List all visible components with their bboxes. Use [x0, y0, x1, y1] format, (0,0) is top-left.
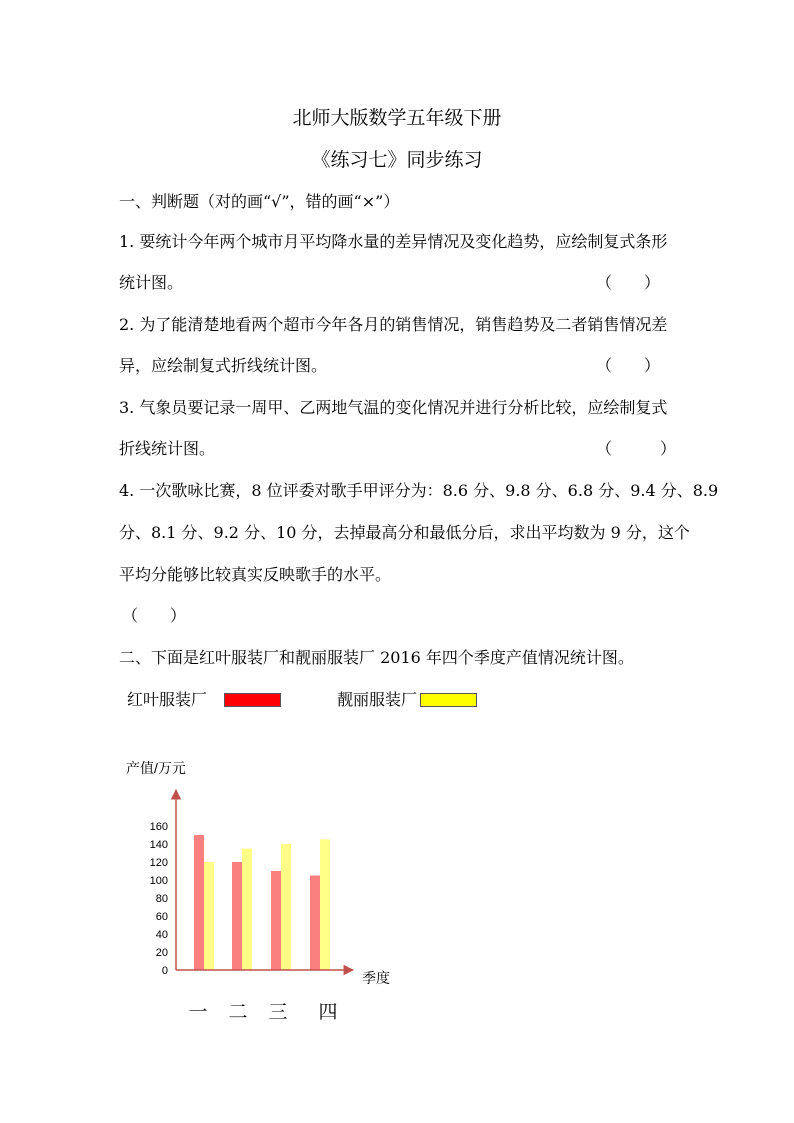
x-category-label: 三: [268, 1001, 288, 1023]
y-tick-label: 160: [149, 821, 168, 833]
page-subtitle: 《练习七》同步练习: [311, 149, 483, 171]
page-title: 北师大版数学五年级下册: [292, 107, 502, 129]
legend-label-hongye: 红叶服装厂: [127, 690, 208, 709]
bar-liangli-q4: [320, 840, 330, 971]
question-1-line-1: 1. 要统计今年两个城市月平均降水量的差异情况及变化趋势，应绘制复式条形: [119, 232, 668, 251]
section1-heading: 一、判断题（对的画“√”，错的画“×”）: [119, 192, 400, 211]
question-3-answer-blank[interactable]: （ ）: [596, 439, 677, 458]
bar-liangli-q2: [242, 849, 252, 971]
question-4-answer-blank[interactable]: （ ）: [122, 606, 187, 625]
question-3-line-1: 3. 气象员要记录一周甲、乙两地气温的变化情况并进行分析比较，应绘制复式: [119, 398, 668, 417]
y-tick-label: 20: [155, 947, 168, 959]
y-tick-label: 80: [155, 893, 168, 905]
y-tick-label: 60: [155, 911, 168, 923]
y-axis-label: 产值/万元: [126, 760, 186, 776]
bar-hongye-q3: [271, 871, 281, 970]
x-category-label: 二: [228, 1001, 248, 1023]
bar-hongye-q2: [232, 862, 242, 970]
x-axis-label: 季度: [362, 970, 390, 986]
legend-label-liangli: 靓丽服装厂: [337, 690, 418, 709]
bar-liangli-q1: [204, 862, 214, 970]
question-1-line-2: 统计图。: [119, 273, 184, 292]
question-2-line-1: 2. 为了能清楚地看两个超市今年各月的销售情况，销售趋势及二者销售情况差: [119, 315, 668, 334]
y-tick-label: 0: [161, 965, 168, 977]
bar-hongye-q4: [310, 876, 320, 971]
bar-liangli-q3: [281, 844, 291, 970]
bar-hongye-q1: [194, 835, 204, 970]
question-1-answer-blank[interactable]: （ ）: [596, 273, 661, 292]
x-category-label: 四: [318, 1001, 338, 1023]
legend-swatch-hongye: [224, 693, 281, 707]
question-4-line-1: 4. 一次歌咏比赛，8 位评委对歌手甲评分为：8.6 分、9.8 分、6.8 分、9.4 分、8.9: [119, 481, 719, 500]
question-4-line-2: 分、8.1 分、9.2 分、10 分，去掉最高分和最低分后，求出平均数为 9 分，这个: [119, 523, 690, 542]
y-tick-label: 100: [149, 875, 168, 887]
section2-heading: 二、下面是红叶服装厂和靓丽服装厂 2016 年四个季度产值情况统计图。: [119, 648, 634, 667]
y-tick-label: 140: [149, 839, 168, 851]
question-4-line-3: 平均分能够比较真实反映歌手的水平。: [119, 565, 392, 584]
y-tick-label: 40: [155, 929, 168, 941]
y-tick-label: 120: [149, 857, 168, 869]
x-category-label: 一: [188, 1001, 208, 1023]
legend-swatch-liangli: [420, 693, 477, 707]
question-2-answer-blank[interactable]: （ ）: [596, 356, 661, 375]
question-2-line-2: 异，应绘制复式折线统计图。: [119, 356, 328, 375]
bar-chart: [110, 750, 410, 1040]
question-3-line-2: 折线统计图。: [119, 439, 216, 458]
